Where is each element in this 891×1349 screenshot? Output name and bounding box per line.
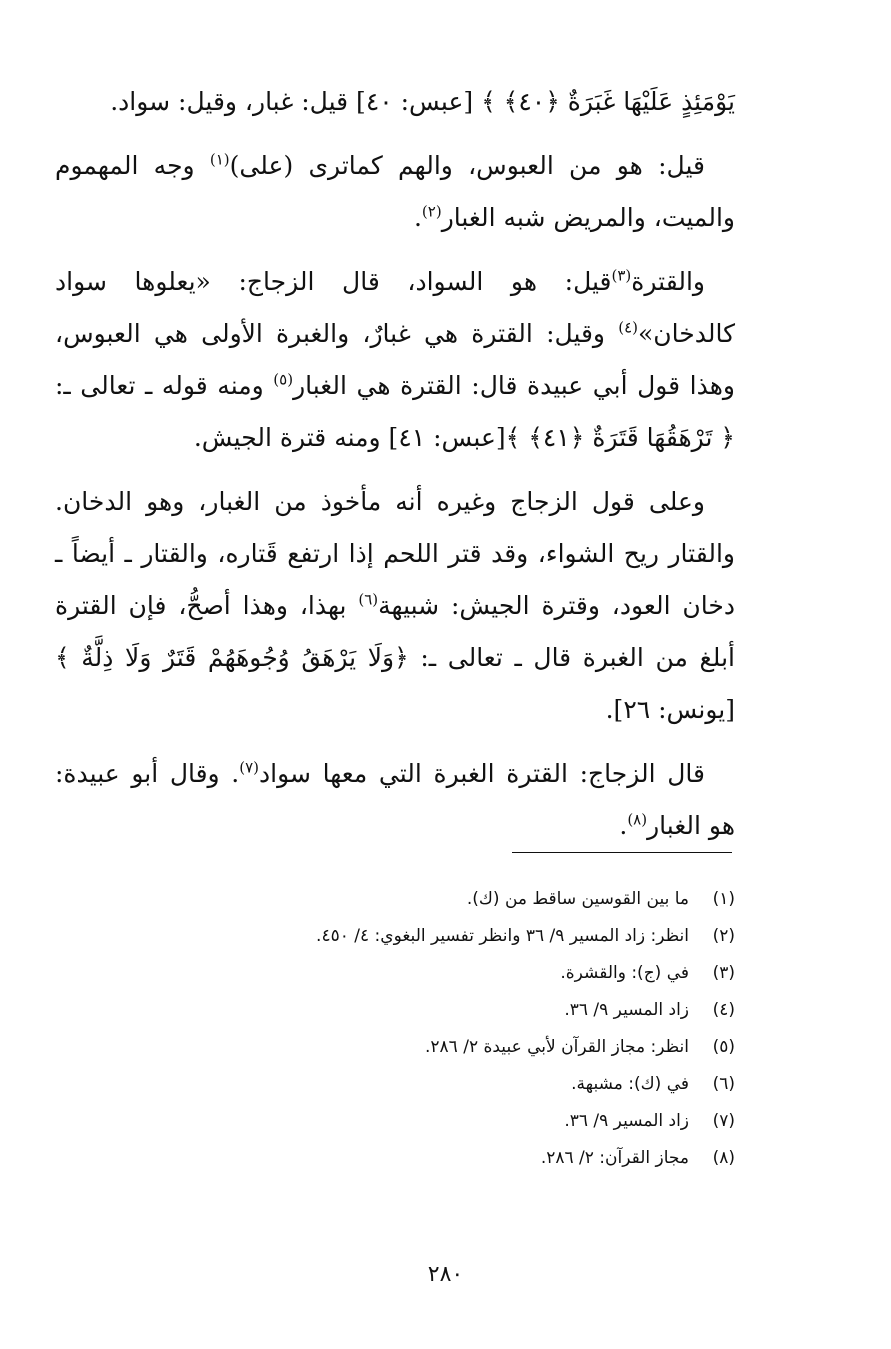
footnote-ref: (٤) xyxy=(618,318,638,337)
footnote-number: (٧) xyxy=(712,1110,735,1131)
footnote-text: انظر: زاد المسير ٩/ ٣٦ وانظر تفسير البغوي: ٤/ ٤٥٠. xyxy=(316,925,689,946)
footnote xyxy=(160,991,735,1028)
text-run: والقترة xyxy=(631,267,705,296)
footnote-number: (٨) xyxy=(712,1147,735,1168)
footnote-ref: (٥) xyxy=(273,370,294,389)
footnote-number: (٦) xyxy=(712,1073,735,1094)
footnote-ref: (٧) xyxy=(239,758,260,777)
footnote-ref: (١) xyxy=(209,150,230,169)
footnote xyxy=(160,880,735,917)
text-run: قال الزجاج: القترة الغبرة التي معها سواد xyxy=(259,759,705,788)
paragraph-2 xyxy=(55,140,735,244)
footnote-text: مجاز القرآن: ٢/ ٢٨٦. xyxy=(540,1147,689,1168)
text-run: . xyxy=(413,203,422,232)
paragraph-5 xyxy=(55,748,735,852)
page-number: ٢٨٠ xyxy=(427,1262,464,1287)
text-run: وقيل: القترة هي غبارٌ، والغبرة الأولى هي العبوس، وهذا قول أبي عبيدة قال: القترة هي الغبار xyxy=(55,319,735,400)
footnotes xyxy=(160,880,735,1176)
footnote-text: زاد المسير ٩/ ٣٦. xyxy=(564,999,689,1020)
paragraph-4 xyxy=(55,476,735,736)
footnote xyxy=(160,1102,735,1139)
text-run: قيل: هو السواد، قال الزجاج: «يعلوها سواد كالدخان» xyxy=(55,267,735,348)
footnote-ref: (٨) xyxy=(627,810,648,829)
footnote-text: في (ك): مشبهة. xyxy=(571,1073,689,1094)
footnote-number: (١) xyxy=(712,888,735,909)
footnote-number: (٥) xyxy=(712,1036,735,1057)
footnote-text: ما بين القوسين ساقط من (ك). xyxy=(466,888,689,909)
footnote xyxy=(160,1065,735,1102)
text-run: قيل: هو من العبوس، والهم كماترى (على) xyxy=(229,151,705,180)
text-run: ومنه قوله ـ تعالى ـ: ﴿ تَرْهَقُهَا قَتَرَةٌ ﴿٤١﴾ ﴾[عبس: ٤١] ومنه قترة الجيش. xyxy=(55,371,735,452)
footnote-ref: (٣) xyxy=(611,266,632,285)
footnote-text: انظر: مجاز القرآن لأبي عبيدة ٢/ ٢٨٦. xyxy=(424,1036,689,1057)
footnote xyxy=(160,954,735,991)
footnote xyxy=(160,1139,735,1176)
footnote xyxy=(160,917,735,954)
footnote-number: (٣) xyxy=(712,962,735,983)
text-run: وجه المهموم والميت، والمريض شبه الغبار xyxy=(55,151,735,232)
paragraph-3 xyxy=(55,256,735,464)
main-text xyxy=(55,76,735,852)
text-run: بهذا، وهذا أصحُّ، فإن القترة أبلغ من الغبرة قال ـ تعالى ـ: ﴿وَلَا يَرْهَقُ وُجُوهَهُمْ قَتَرٌ وَلَا ذِلَّةٌ ﴾ [يونس: ٢٦]. xyxy=(55,591,735,724)
footnote xyxy=(160,1028,735,1065)
footnote-divider xyxy=(512,852,732,853)
footnote-text: في (ج): والقشرة. xyxy=(560,962,689,983)
text-run: يَوْمَئِذٍ عَلَيْهَا غَبَرَةٌ ﴿٤٠﴾ ﴾ [عبس: ٤٠] قيل: غبار، وقيل: سواد. xyxy=(110,87,735,116)
footnote-ref: (٦) xyxy=(358,590,379,609)
footnote-number: (٤) xyxy=(712,999,735,1020)
text-run: وعلى قول الزجاج وغيره أنه مأخوذ من الغبار، وهو الدخان. والقتار ريح الشواء، وقد قتر اللحم إذا ارتفع قَتاره، والقتار ـ أيضاً ـ دخان العود، وقترة الجيش: شبيهة xyxy=(55,487,735,620)
footnote-ref: (٢) xyxy=(421,202,442,221)
paragraph-1 xyxy=(55,76,735,128)
text-run: . وقال أبو عبيدة: هو الغبار xyxy=(55,759,735,840)
text-run: . xyxy=(619,811,628,840)
footnote-number: (٢) xyxy=(712,925,735,946)
footnote-text: زاد المسير ٩/ ٣٦. xyxy=(564,1110,689,1131)
